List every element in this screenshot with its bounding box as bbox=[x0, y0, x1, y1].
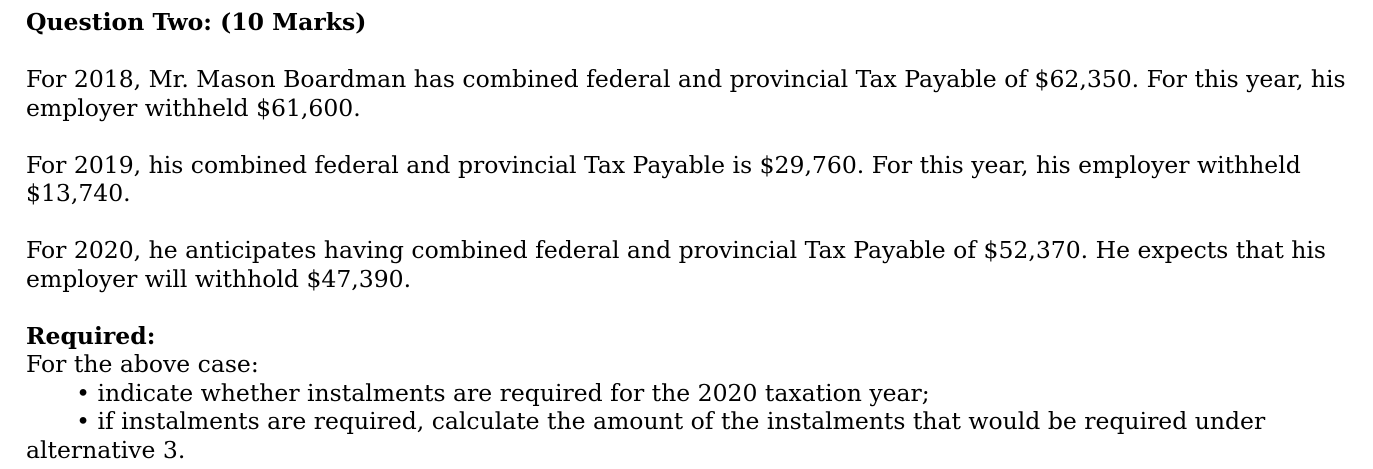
question-document bbox=[26, 8, 1346, 464]
bullet-text: indicate whether instalments are required for the 2020 taxation year; bbox=[97, 378, 930, 407]
question-title: Question Two: (10 Marks) bbox=[26, 8, 367, 36]
bullet-text: if instalments are required, calculate the amount of the instalments that would be required under alternative 3. bbox=[26, 407, 1266, 464]
bullet-marker: • bbox=[76, 378, 90, 407]
paragraph-2019: For 2019, his combined federal and provincial Tax Payable is $29,760. For this year, his employer withheld $13,740. bbox=[26, 150, 1301, 207]
required-bullet-2 bbox=[26, 407, 1346, 464]
paragraph-2020: For 2020, he anticipates having combined federal and provincial Tax Payable of $52,370. He expects that his employer will withhold $47,390. bbox=[26, 236, 1326, 293]
bullet-marker: • bbox=[76, 407, 90, 435]
required-intro: For the above case: bbox=[26, 350, 259, 378]
paragraph-2018: For 2018, Mr. Mason Boardman has combined federal and provincial Tax Payable of $62,350. For this year, his employer withheld $61,600. bbox=[26, 65, 1346, 122]
required-heading: Required: bbox=[26, 321, 156, 350]
required-bullet-1 bbox=[26, 379, 1346, 408]
